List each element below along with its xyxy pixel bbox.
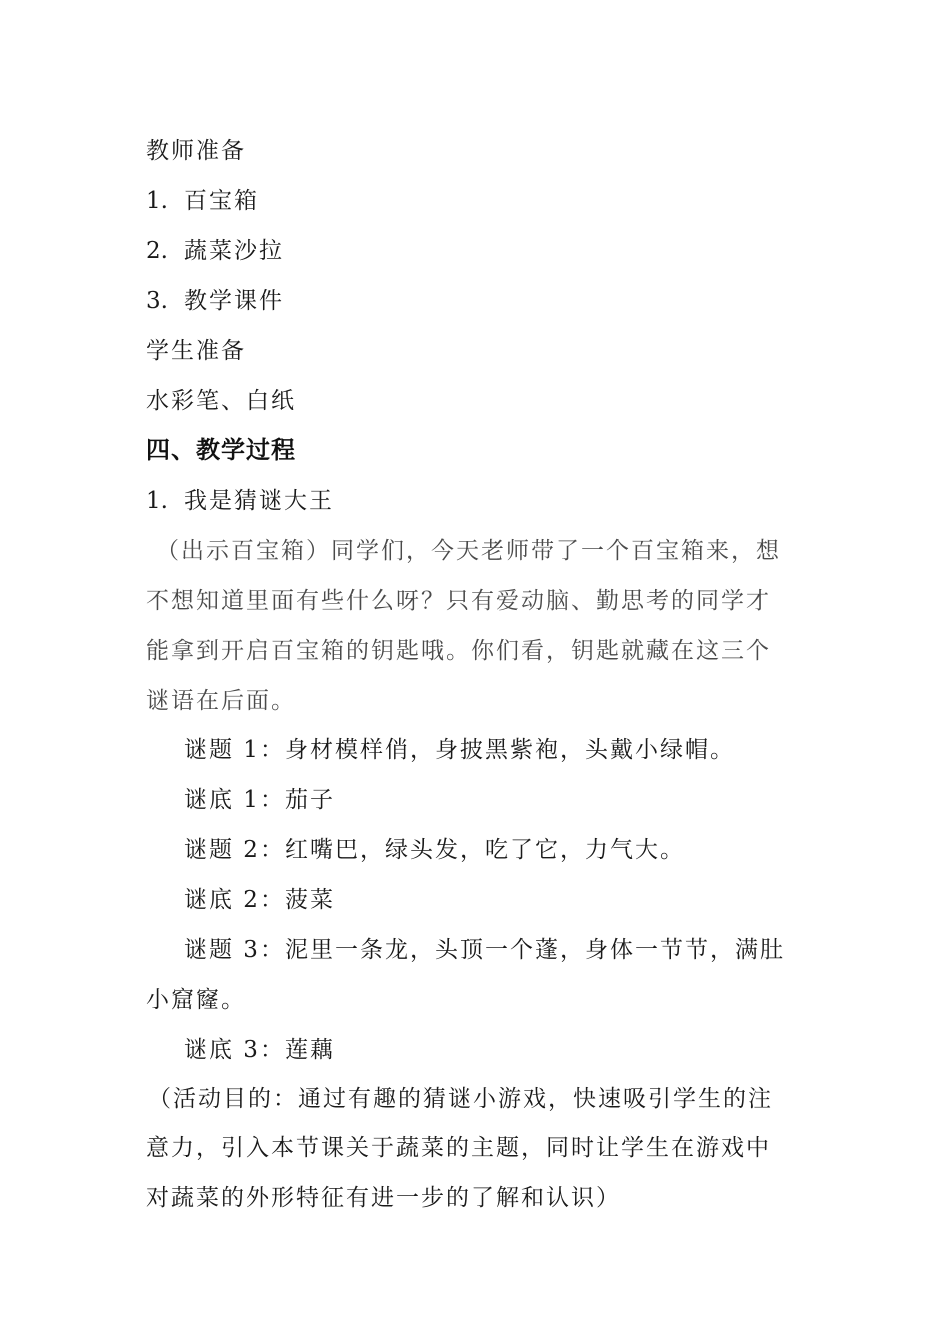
riddle-question: 谜题 1：身材模样俏，身披黑紫袍，头戴小绿帽。: [184, 737, 735, 763]
student-prep-title: 学生准备: [146, 338, 246, 364]
item-number: 1.: [146, 188, 168, 214]
purpose-line: 意力，引入本节课关于蔬菜的主题，同时让学生在游戏中: [146, 1135, 771, 1161]
riddle-answer: 谜底 1：茄子: [184, 787, 335, 813]
step-text: 我是猜谜大王: [184, 488, 334, 514]
intro-line: （出示百宝箱）同学们，今天老师带了一个百宝箱来，想: [156, 538, 781, 564]
riddle-question-cont: 小窟窿。: [146, 987, 246, 1013]
purpose-line: （活动目的：通过有趣的猜谜小游戏，快速吸引学生的注: [148, 1086, 773, 1112]
teacher-prep-title: 教师准备: [146, 138, 246, 164]
teacher-prep-item: [146, 236, 284, 266]
step-number: 1.: [146, 488, 168, 514]
intro-line: 谜语在后面。: [146, 688, 296, 714]
item-text: 教学课件: [184, 288, 284, 314]
step-title: [146, 486, 334, 516]
item-number: 3.: [146, 288, 168, 314]
item-text: 蔬菜沙拉: [184, 238, 284, 264]
intro-line: 能拿到开启百宝箱的钥匙哦。你们看，钥匙就藏在这三个: [146, 638, 771, 664]
riddle-answer: 谜底 3：莲藕: [184, 1037, 335, 1063]
item-text: 百宝箱: [184, 188, 259, 214]
riddle-answer: 谜底 2：菠菜: [184, 887, 335, 913]
item-number: 2.: [146, 238, 168, 264]
section-heading: 四、教学过程: [146, 436, 296, 464]
student-prep-text: 水彩笔、白纸: [146, 388, 296, 414]
riddle-question: 谜题 2：红嘴巴，绿头发，吃了它，力气大。: [184, 837, 685, 863]
teacher-prep-item: [146, 286, 284, 316]
intro-line: 不想知道里面有些什么呀？只有爱动脑、勤思考的同学才: [146, 588, 771, 614]
teacher-prep-item: [146, 186, 259, 216]
purpose-line: 对蔬菜的外形特征有进一步的了解和认识）: [146, 1185, 621, 1211]
riddle-question: 谜题 3：泥里一条龙，头顶一个蓬，身体一节节，满肚: [184, 937, 785, 963]
